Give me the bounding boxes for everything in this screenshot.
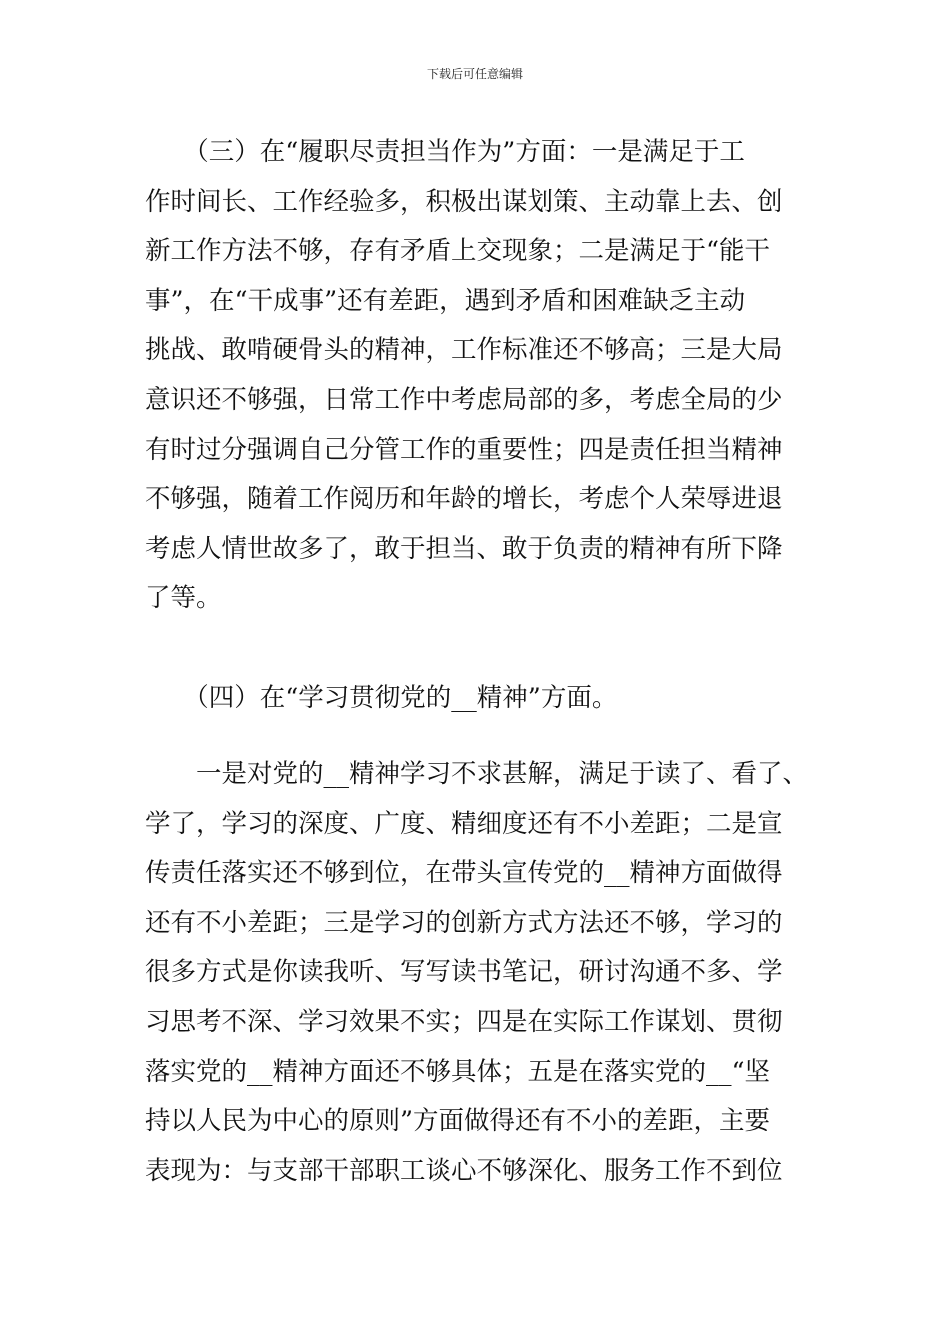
text-line: （三）在“履职尽责担当作为”方面：一是满足于工: [145, 137, 745, 167]
text-line: 事”，在“干成事”还有差距，遇到矛盾和困难缺乏主动: [145, 285, 746, 316]
page-header: 下载后可任意编辑: [426, 67, 523, 81]
text-line: 有时过分强调自己分管工作的重要性；四是责任担当精神: [145, 434, 783, 465]
text-line: 落实党的__精神方面还不够具体；五是在落实党的__“坚: [145, 1056, 771, 1087]
section-heading-four: [145, 674, 845, 724]
text-line: 表现为：与支部干部职工谈心不够深化、服务工作不到位: [145, 1155, 783, 1186]
text-line: 传责任落实还不够到位，在带头宣传党的__精神方面做得: [145, 858, 783, 889]
text-line: 还有不小差距；三是学习的创新方式方法还不够，学习的: [145, 907, 783, 938]
text-line: 挑战、敢啃硬骨头的精神，工作标准还不够高；三是大局: [145, 335, 783, 366]
text-line: 了等。: [145, 583, 222, 614]
text-line: （四）在“学习贯彻党的__精神”方面。: [145, 683, 618, 713]
text-line: 很多方式是你读我听、写写读书笔记，研讨沟通不多、学: [145, 957, 783, 988]
text-line: 新工作方法不够，存有矛盾上交现象；二是满足于“能干: [145, 236, 771, 267]
text-line: 学了，学习的深度、广度、精细度还有不小差距；二是宣: [145, 808, 783, 839]
paragraph-section-four-body: [145, 750, 845, 1196]
paragraph-section-three: [145, 128, 845, 624]
text-line: 意识还不够强，日常工作中考虑局部的多，考虑全局的少: [145, 384, 783, 415]
text-line: 持以人民为中心的原则”方面做得还有不小的差距，主要: [145, 1106, 771, 1137]
text-line: 不够强，随着工作阅历和年龄的增长，考虑个人荣辱进退: [145, 484, 783, 515]
text-line: 考虑人情世故多了，敢于担当、敢于负责的精神有所下降: [145, 533, 783, 564]
text-line: 一是对党的__精神学习不求甚解，满足于读了、看了、: [145, 759, 809, 789]
text-line: 作时间长、工作经验多，积极出谋划策、主动靠上去、创: [145, 186, 783, 217]
text-line: 习思考不深、学习效果不实；四是在实际工作谋划、贯彻: [145, 1006, 783, 1037]
